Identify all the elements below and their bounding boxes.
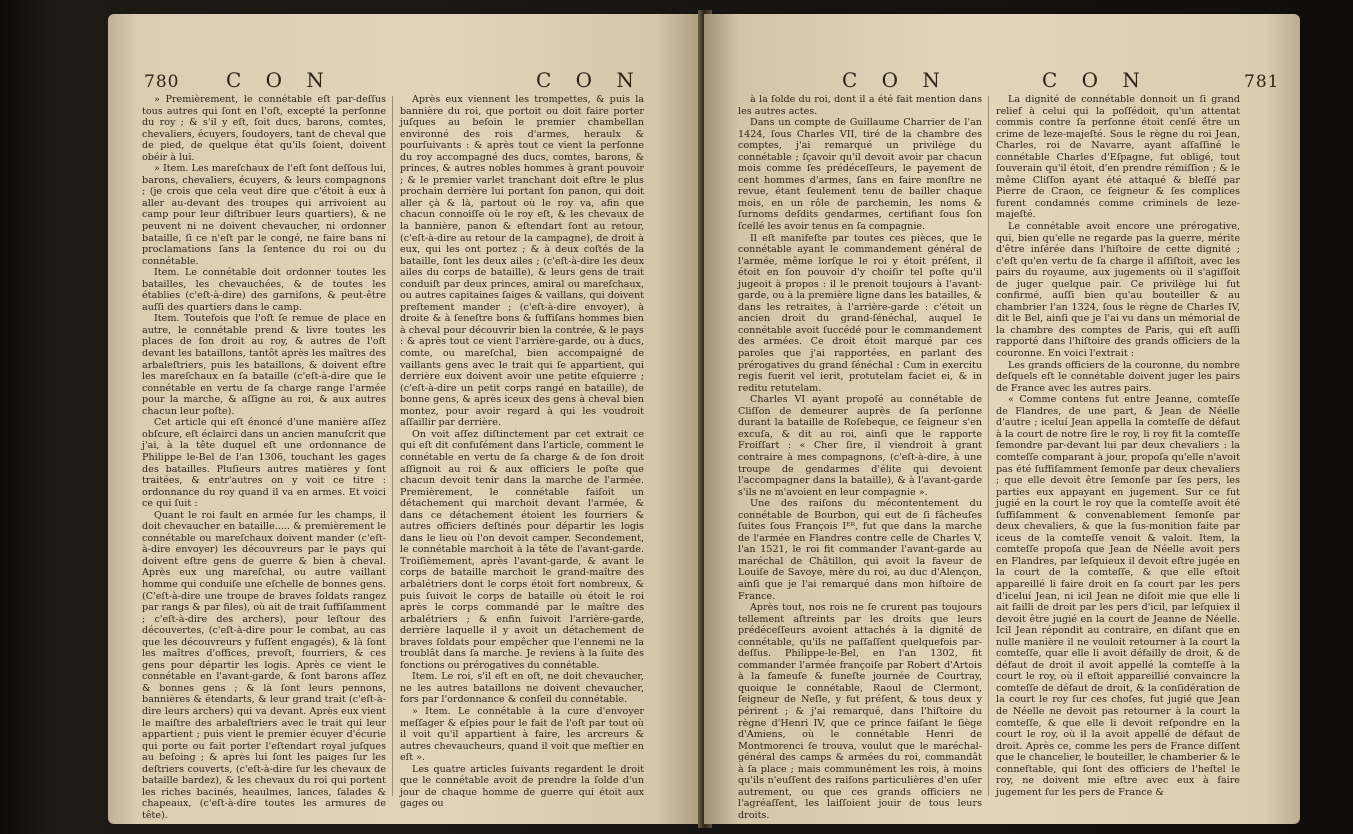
right-page-number: 781 bbox=[1244, 72, 1280, 92]
left-running-head bbox=[108, 68, 704, 94]
right-column-2 bbox=[996, 94, 1240, 810]
paragraph: Après eux viennent les trompettes, & puis la bannière du roi, que portoit ou doit faire porter juſques au beſoin le premier chambellan environné des rois d'armes, heraulx & pourſuivants : & après tout ce vient la perſonne du roy accompagné des ducs, comtes, barons, & princes, & autres nobles hommes à grant pouvoir ; & le premier varlet tranchant doit eſtre le plus prochain derrière lui portant ſon panon, qui doit aller çà & là, partout où le roy va, afin que chacun connoiſſe où le roy eſt, & les chevaux de la bannière, panon & eſtendart ſont au retour, (c'eſt-à-dire au retour de la campagne), de droit à eux, qui les ont portez ; & à deux coſtés de la bataille, ſont les deux ailes ; (c'eſt-à-dire les deux ailes du corps de bataille), & leurs gens de trait conduiſt par deux princes, amiral ou mareſchaux, ou autres capitaines ſaiges & vaillans, qui doivent preſtement mander ; (c'eſt-à-dire envoyer), à droite & à ſeneſtre bons & ſuffiſans hommes bien à cheval pour découvrir bien la contrée, & le pays : & après tout ce vient l'arrière-garde, ou à ducs, comte, ou mareſchal, bien accompaigné de vaillants gens avec le trait qui ſe appartient, qui derrière eux doivent avoir une petite eſquierre ; (c'eſt-à-dire un petit corps rangé en bataille), de bonne gens, & après iceux des gens à cheval bien montez, pour avoir regard à qui les voudroit aſſaillir par derrière. bbox=[400, 94, 644, 429]
paragraph: Cet article qui eſt énoncé d'une manière aſſez obſcure, eſt éclairci dans un ancien manuſcrit que j'ai, à la tête duquel eſt une ordonnance de Philippe le-Bel de l'an 1306, touchant les gages des batailles. Pluſieurs autres matières y ſont traitées, & entr'autres on y voit ce titre : ordonnance du roy quand il va en armes. Et voici ce qui ſuit : bbox=[142, 417, 386, 510]
paragraph: Quant le roi fault en armée ſur les champs, il doit chevaucher en bataille..... & premièrement le connétable ou mareſchaux doivent mander (c'eſt-à-dire envoyer) les découvreurs par le pays qui doivent eſtre gens de guerre & bien à cheval. Après eux ung mareſchal, ou autre vaillant homme qui conduiſe une eſchelle de bonnes gens. (C'eſt-à-dire une troupe de braves ſoldats rangez par rangs & par files), où ait de trait ſuffiſamment ; c'eſt-à-dire des archers), pour leſtour des découvertes, (c'eſt-à-dire pour le combat, au cas que les découvreurs y fuſſent engagés), & là ſont les maîtres d'offices, prevoſt, fourriers, & ces gens pour départir les logis. Après ce vient le connétable en l'avant-garde, & ſont barons aſſez & bonnes gens ; & là ſont leurs pennons, bannières & étendarts, & leur grand trait (c'eſt-à-dire leurs archers) qui va devant. Après eux vient le maiſtre des arbaleſtriers avec le trait qui leur appartient ; puis vient le premier écuyer d'écurie qui porte ou fait porter l'eſtendart royal juſques au beſoing ; & après lui ſont les paiges ſur les deſtriers couverts, (c'eſt-à-dire ſur les chevaux de bataille bardez), & les chevaux du roi qui portent les riches bacinés, heaulmes, lances, ſalades & chapeaux, (c'eſt-à-dire toutes les armures de tête). bbox=[142, 509, 386, 821]
paragraph: Une des raiſons du mécontentement du connétable de Bourbon, qui eut de ſi fâcheuſes ſuites ſous François Iᴱᴿ, fut que dans la marche de l'armée en Flandres contre celle de Charles V, l'an 1521, le roi fit commander l'avant-garde au maréchal de Châtillon, qui avoit la faveur de Louiſe de Savoye, mère du roi, au duc d'Alençon, ainſi que je l'ai remarqué dans mon hiſtoire de France. bbox=[738, 498, 982, 602]
paragraph: » Premièrement, le connétable eſt par-deſſus tous autres qui ſont en l'oſt, excepté la perſonne du roy ; & s'il y eſt, ſoit ducs, barons, comtes, chevaliers, écuyers, ſoudoyers, tant de cheval que de pied, de quelque état qu'ils ſoient, doivent obéir à lui. bbox=[142, 94, 386, 163]
paragraph: » Item. Les mareſchaux de l'eſt ſont deſſous lui, barons, chevaliers, écuyers, & leurs compagnons ; (je crois que cela veut dire que c'étoit à eux à aller au-devant des troupes qui arrivoient au camp pour leur diſtribuer leurs quartiers), & ne peuvent ni ne doivent chevaucher, ni ordonner bataille, ſi ce n'eſt par le congé, ne faire bans ni proclamations ſans la ſentence du roi ou du connétable. bbox=[142, 163, 386, 267]
right-running-head bbox=[704, 68, 1300, 94]
right-column-1 bbox=[738, 94, 982, 821]
paragraph: à la ſolde du roi, dont il a été fait mention dans les autres actes. bbox=[738, 94, 982, 117]
left-page-number: 780 bbox=[144, 72, 180, 92]
left-head-left: C O N bbox=[226, 68, 333, 92]
paragraph: La dignité de connétable donnoit un ſi grand relief à celui qui la poſſédoit, qu'un attentat commis contre ſa perſonne étoit cenſé être un crime de leze-majeſté. Sous le règne du roi Jean, Charles, roi de Navarre, ayant aſſaſſiné le connétable Charles d'Eſpagne, fut obligé, tout ſouverain qu'il étoit, d'en prendre rémiſſion ; & le même Cliſſon ayant été attaqué & bleſſé par Pierre de Craon, ce ſeigneur & ſes complices furent condamnés comme criminels de leze-majeſté. bbox=[996, 94, 1240, 221]
left-column-2 bbox=[400, 94, 644, 810]
right-head-left: C O N bbox=[842, 68, 949, 92]
left-head-right: C O N bbox=[536, 68, 643, 92]
paragraph: Il eſt manifeſte par toutes ces pièces, que le connétable ayant le commandement général de l'armée, même lorſque le roi y étoit préſent, il étoit en ſon pouvoir d'y choiſir tel poſte qu'il jugeoit à propos : il le prenoit toujours à l'avant-garde, ou à la première ligne dans les batailles, & dans les retraites, à l'arrière-garde : c'étoit un ancien droit du grand-ſénéchal, auquel le connétable avoit ſuccédé pour le commandement des armées. Ce droit étoit marqué par ces paroles que j'ai rapportées, en parlant des prérogatives du grand ſénéchal : Cum in exercitu regis fuerit vel ierit, protutelam faciet ei, & in reditu retutelam. bbox=[738, 232, 982, 394]
paragraph: Après tout, nos rois ne ſe crurent pas toujours tellement aſtreints par les droits que leurs prédéceſſeurs avoient attachés à la dignité de connétable, qu'ils ne paſſaſſent quelquefois par-deſſus. Philippe-le-Bel, en l'an 1302, fit commander l'armée françoiſe par Robert d'Artois à la fameuſe & funeſte journée de Courtray, quoique le connétable, Raoul de Clermont, ſeigneur de Neſle, y fut préſent, & tous deux y périrent ; & j'ai remarqué, dans l'hiſtoire du règne d'Henri IV, que ce prince faiſant le ſiège d'Amiens, où le connétable Henri de Montmorenci ſe trouva, voulut que le maréchal-général des camps & armées du roi, commandât à ſa place ; mais communément les rois, à moins qu'ils n'euſſent des raiſons particulières d'en uſer autrement, ou que ces grands officiers ne l'agréaſſent, les laiſſoient jouir de tous leurs droits. bbox=[738, 602, 982, 821]
paragraph: Item. Le roi, s'il eſt en oſt, ne doit chevaucher, ne les autres bataillons ne doivent chevaucher, fors par l'ordonnance & conſeil du connétable. bbox=[400, 671, 644, 706]
left-page bbox=[108, 14, 704, 824]
paragraph: On voit aſſez diſtinctement par cet extrait ce qui eſt dit confuſément dans l'article, comment le connétable en vertu de ſa charge & de ſon droit aſſignoit au roi & aux officiers le poſte que chacun devoit tenir dans la marche de l'armée. Premièrement, le connétable faiſoit un détachement qui marchoit devant l'armée, & dans ce détachement étoient les fourriers & autres officiers deſtinés pour départir les logis dans le lieu où l'on devoit camper. Secondement, le connétable marchoit à la tête de l'avant-garde. Troiſièmement, après l'avant-garde, & avant le corps de bataille marchoit le grand-maître des arbalétriers dont le corps étoit fort nombreux, & puis ſuivoit le corps de bataille où étoit le roi après le corps commandé par le maître des arbalétriers ; & enfin ſuivoit l'arrière-garde, derrière laquelle il y avoit un détachement de braves ſoldats pour empêcher que l'ennemi ne la troublât dans ſa marche. Je reviens à la ſuite des fonctions ou prérogatives du connétable. bbox=[400, 428, 644, 671]
right-page bbox=[704, 14, 1300, 824]
paragraph: Dans un compte de Guillaume Charrier de l'an 1424, ſous Charles VII, tiré de la chambre des comptes, j'ai remarqué un privilège du connétable ; ſçavoir qu'il devoit avoir par chacun mois comme ſes prédéceſſeurs, le payement de cent hommes d'armes, ſans en faire monſtre ne revue, étant ſeulement tenu de bailler chaque mois, en un rôle de parchemin, les noms & ſurnoms deſdits gendarmes, certifiant ſous ſon ſcellé les avoir tenus en ſa compagnie. bbox=[738, 117, 982, 233]
paragraph: Les grands officiers de la couronne, du nombre deſquels eſt le connétable doivent juger les pairs de France avec les autres pairs. bbox=[996, 359, 1240, 394]
left-column-1 bbox=[142, 94, 386, 821]
paragraph: Charles VI ayant propoſé au connétable de Cliſſon de demeurer auprès de ſa perſonne durant la bataille de Roſebeque, ce ſeigneur s'en excuſa, & dit au roi, ainſi que le rapporte Froiſſart : « Cher ſire, il viendroit à grant contraire à mes compagnons, (c'eſt-à-dire, à une troupe de gendarmes d'élite qui devoient l'accompagner dans la bataille), & à l'avant-garde s'ils ne m'avoient en leur compagnie ». bbox=[738, 394, 982, 498]
paragraph: Item. Le connétable doit ordonner toutes les batailles, les chevauchées, & de toutes les établies (c'eſt-à-dire) des garniſons, & peut-être auſſi des quartiers dans le camp. bbox=[142, 267, 386, 313]
paragraph: « Comme contens fut entre Jeanne, comteſſe de Flandres, de une part, & Jean de Néelle d'autre ; iceluí Jean appella la comteſſe de défaut à la court de notre ſire le roy, li roy fit la comteſſe ſemondre par-devant lui par deux chevaliers : la comteſſe comparant à jour, propoſa qu'elle n'avoit pas été ſuffiſamment ſemonſe par deux chevaliers ; que elle devoit être ſemonſe par ſes pers, les parties eux appayant en jugement. Sur ce fut jugié en la court le roy que la comteſſe avoit été ſuffiſamment & convenablement ſemonſe par deux chevaliers, & que la ſus-monition faite par iceus de la comteſſe venoit & valoit. Item, la comteſſe propoſa que Jean de Néelle avoit pers en Flandres, par leſquieux il devoit eſtre jugée en la court de la comteſſe, & que elle eſtoit appareillé li faire droit en ſa court par les pers d'iceluí Jean, ni icil Jean ne diſoit mie que elle li ait failli de droit par les pers d'icil, par leſquiex il devoit être jugié en la court de Jeanne de Néelle. Icil Jean répondit au contraire, en diſant que en nulle manière il ne vouloit retourner à la court la comteſſe, quar elle li avoit défailly de droit, & de défaut de droit il avoit appellé la comteſſe à la court le roy, où il eſtoit appareillié convaincre la comteſſe de défaut de droit, & la conſidération de la court le roy ſur ces choſes, fut jugié que Jean de Néelle ne devoit pas retourner à la court la comteſſe, & que elle li devoit reſpondre en la court le roy, où il la avoit appellé de défaut de droit. Après ce, comme les pers de France diſſent que le chancelier, le bouteiller, le chamberier & le conneſtable, qui ſont des officiers de l'heſtel le roy, ne doivent mie eſtre avec eux à faire jugement ſur les pers de France & bbox=[996, 394, 1241, 798]
column-rule bbox=[988, 96, 989, 796]
paragraph: » Item. Le connétable à la cure d'envoyer meſſager & eſpies pour le fait de l'oſt par tout où il voit qu'il appartient à faire, les arcreurs & autres chevaucheurs, quand il voit que meſtier en eſt ». bbox=[400, 705, 644, 764]
column-rule bbox=[392, 96, 393, 796]
paragraph: Les quatre articles ſuivants regardent le droit que le connétable avoit de prendre la ſolde d'un jour de chaque homme de guerre qui étoit aux gages ou bbox=[400, 763, 644, 810]
paragraph: Le connétable avoit encore une prérogative, qui, bien qu'elle ne regarde pas la guerre, mérite d'être inſérée dans l'hiſtoire de cette dignité ; c'eſt qu'en vertu de ſa charge il aſſiſtoit, avec les pairs du royaume, aux jugements où il s'agiſſoit de juger quelque pair. Ce privilège lui fut confirmé, auſſi bien qu'au bouteiller & au chambrier l'an 1324, ſous le règne de Charles IV, dit le Bel, ainſi que je l'ai vu dans un mémorial de la chambre des comptes de Paris, qui eſt auſſi rapporté dans l'hiſtoire des grands officiers de la couronne. En voici l'extrait : bbox=[996, 221, 1240, 360]
right-head-right: C O N bbox=[1042, 68, 1149, 92]
paragraph: Item. Toutefois que l'oſt ſe remue de place en autre, le connétable prend & livre toutes les places de ſon droit au roy, & autres de l'oſt devant les bataillons, tantôt après les maîtres des arbaleſtriers, puis les bataillons, & doivent eſtre les mareſchaux en ſa bataille (c'eſt-à-dire que le connétable en vertu de ſa charge range l'armée pour la marche, & aſſigne au roi, & aux autres chacun leur poſte). bbox=[142, 313, 386, 417]
